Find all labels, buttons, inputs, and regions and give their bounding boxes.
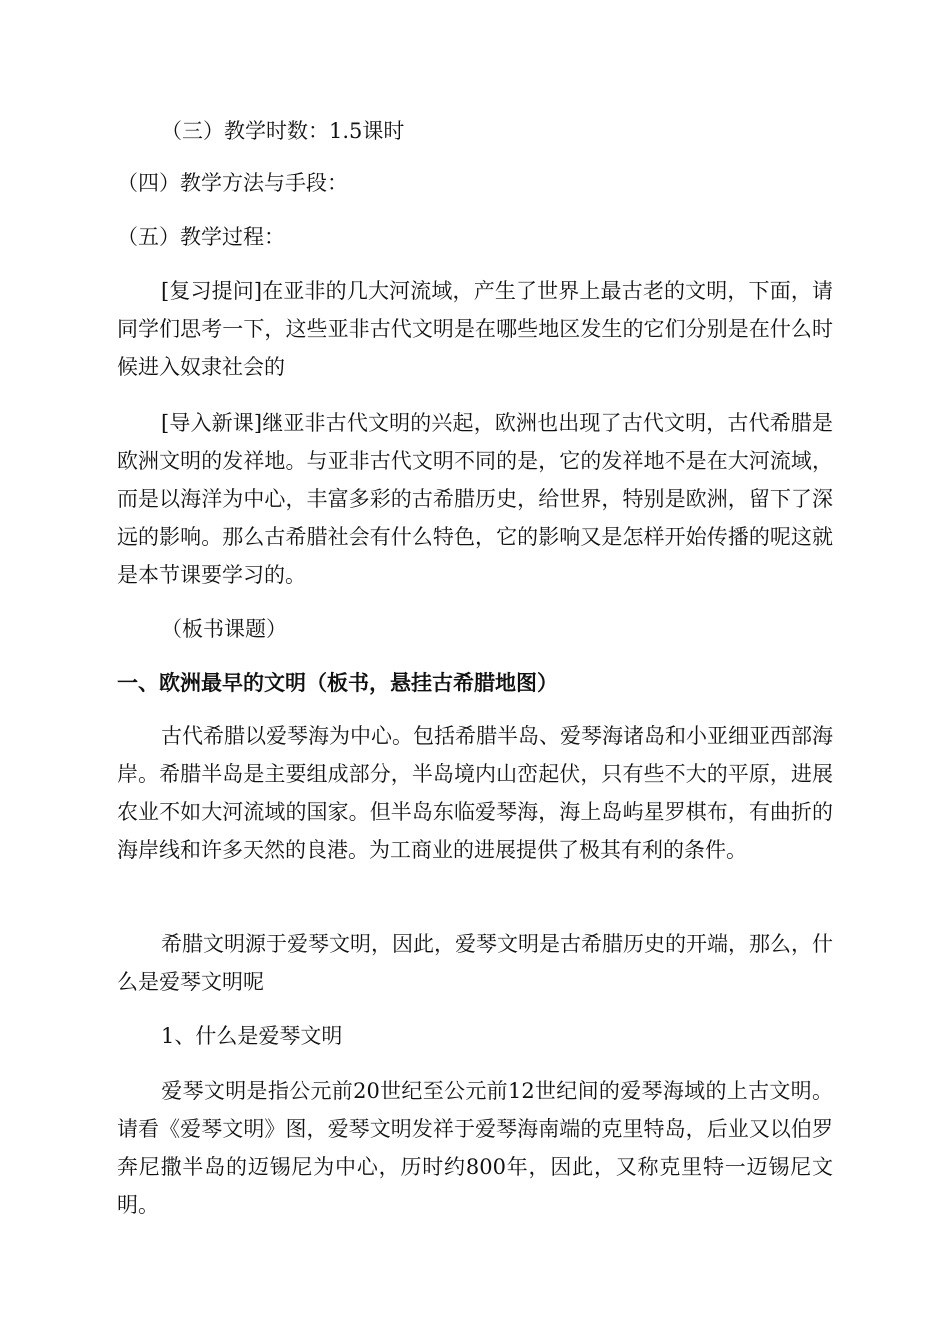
subheading-aegean-civilization: 1、什么是爱琴文明 xyxy=(161,1024,343,1048)
paragraph-ancient-greece xyxy=(117,717,833,869)
paragraph-greek-origin xyxy=(117,925,833,1001)
paragraph-origin-text: 希腊文明源于爱琴文明，因此，爱琴文明是古希腊历史的开端，那么，什么是爱琴文明呢 xyxy=(117,932,833,994)
paragraph-greece-text: 古代希腊以爱琴海为中心。包括希腊半岛、爱琴海诸岛和小亚细亚西部海岸。希腊半岛是主要组成部分，半岛境内山峦起伏，只有些不大的平原，进展农业不如大河流域的国家。但半岛东临爱琴海，海上岛屿星罗棋布，有曲折的海岸线和许多天然的良港。为工商业的进展提供了极其有利的条件。 xyxy=(117,724,833,862)
section-heading-1: 一、欧洲最早的文明（板书，悬挂古希腊地图） xyxy=(117,670,558,695)
paragraph-aegean-text: 爱琴文明是指公元前20世纪至公元前12世纪间的爱琴海域的上古文明。请看《爱琴文明》图，爱琴文明发祥于爱琴海南端的克里特岛，后业又以伯罗奔尼撒半岛的迈锡尼为中心，历时约800年，因此，又称克里特一迈锡尼文明。 xyxy=(117,1079,833,1217)
paragraph-aegean-civilization xyxy=(117,1072,833,1224)
board-title-note: （板书课题） xyxy=(161,617,287,641)
paragraph-review-text: [复习提问]在亚非的几大河流域，产生了世界上最古老的文明，下面，请同学们思考一下，这些亚非古代文明是在哪些地区发生的它们分别是在什么时候进入奴隶社会的 xyxy=(117,279,833,379)
item-teaching-hours: （三）教学时数：1.5课时 xyxy=(161,119,405,143)
paragraph-new-lesson-intro xyxy=(117,404,833,594)
item-teaching-methods: （四）教学方法与手段： xyxy=(117,171,348,195)
item-teaching-process: （五）教学过程： xyxy=(117,225,285,249)
paragraph-intro-text: [导入新课]继亚非古代文明的兴起，欧洲也出现了古代文明，古代希腊是欧洲文明的发祥地。与亚非古代文明不同的是，它的发祥地不是在大河流域，而是以海洋为中心，丰富多彩的古希腊历史，给世界，特别是欧洲，留下了深远的影响。那么古希腊社会有什么特色，它的影响又是怎样开始传播的呢这就是本节课要学习的。 xyxy=(117,411,833,587)
paragraph-review-question xyxy=(117,272,833,386)
